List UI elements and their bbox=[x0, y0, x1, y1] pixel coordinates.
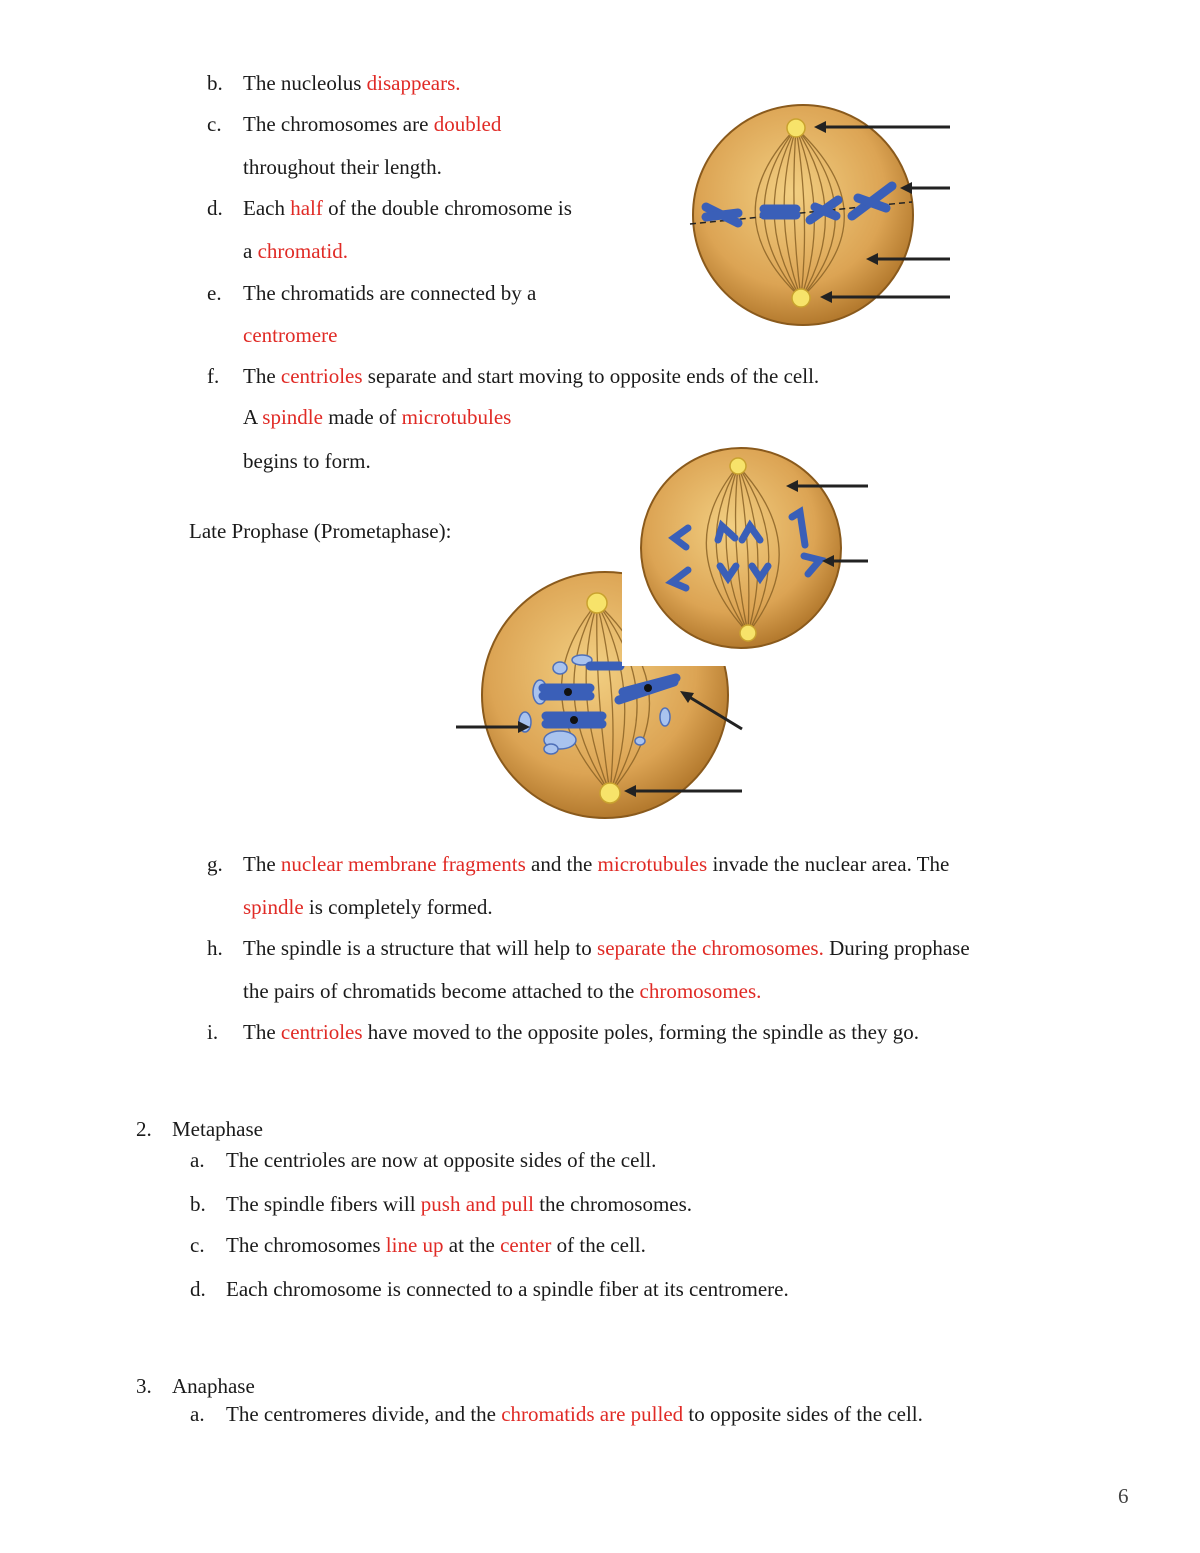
list-item-text bbox=[226, 1232, 646, 1258]
text-segment: the pairs of chromatids become attached to the bbox=[243, 979, 640, 1003]
text-segment: and the bbox=[525, 852, 598, 876]
list-item-text bbox=[226, 1401, 923, 1427]
late-prophase-heading: Late Prophase (Prometaphase): bbox=[189, 519, 452, 543]
highlighted-term: chromosomes. bbox=[639, 979, 762, 1003]
highlighted-term: microtubules bbox=[401, 405, 512, 429]
list-marker: d. bbox=[190, 1277, 206, 1301]
text-segment: The centromeres divide, and the bbox=[226, 1402, 502, 1426]
list-item-text bbox=[243, 280, 536, 306]
list-marker: b. bbox=[207, 71, 223, 95]
list-item-text bbox=[243, 978, 761, 1004]
text-segment: to opposite sides of the cell. bbox=[683, 1402, 923, 1426]
text-segment: A bbox=[243, 405, 263, 429]
text-segment: The spindle is a structure that will help to bbox=[243, 936, 598, 960]
list-item-text bbox=[243, 1019, 919, 1045]
list-item-text bbox=[243, 448, 371, 474]
text-segment: the chromosomes. bbox=[533, 1192, 693, 1216]
highlighted-term: nuclear membrane fragments bbox=[280, 852, 526, 876]
list-marker: b. bbox=[190, 1192, 206, 1216]
text-segment: made of bbox=[322, 405, 402, 429]
text-segment: of the cell. bbox=[551, 1233, 646, 1257]
text-segment: is completely formed. bbox=[303, 895, 493, 919]
highlighted-term: chromatid. bbox=[257, 239, 348, 263]
text-segment: The bbox=[243, 852, 281, 876]
list-item-text bbox=[226, 1147, 656, 1173]
early-prophase-cell-diagram bbox=[680, 100, 970, 335]
list-number: 3. bbox=[136, 1374, 152, 1398]
text-segment: at the bbox=[443, 1233, 501, 1257]
highlighted-term: centrioles bbox=[280, 1020, 363, 1044]
highlighted-term: doubled bbox=[433, 112, 502, 136]
highlighted-term: disappears. bbox=[366, 71, 461, 95]
list-item-text bbox=[243, 894, 493, 920]
list-marker: a. bbox=[190, 1148, 205, 1172]
text-segment: During prophase bbox=[823, 936, 970, 960]
list-item-text bbox=[243, 935, 970, 961]
list-marker: d. bbox=[207, 196, 223, 220]
text-segment: The bbox=[243, 364, 281, 388]
text-segment: begins to form. bbox=[243, 449, 371, 473]
text-segment: Each bbox=[243, 196, 291, 220]
list-marker: h. bbox=[207, 936, 223, 960]
text-segment: The chromosomes bbox=[226, 1233, 386, 1257]
text-segment: The nucleolus bbox=[243, 71, 367, 95]
text-segment: throughout their length. bbox=[243, 155, 442, 179]
text-segment: separate and start moving to opposite ends of the cell. bbox=[362, 364, 820, 388]
upper-cell bbox=[641, 448, 841, 648]
highlighted-term: line up bbox=[385, 1233, 444, 1257]
highlighted-term: half bbox=[290, 196, 323, 220]
list-marker: f. bbox=[207, 364, 220, 388]
text-segment: The bbox=[243, 1020, 281, 1044]
list-item-text bbox=[243, 238, 348, 264]
text-segment: The spindle fibers will bbox=[226, 1192, 421, 1216]
list-item-text bbox=[243, 851, 949, 877]
highlighted-term: spindle bbox=[243, 895, 304, 919]
list-item-text bbox=[243, 322, 337, 348]
page-number: 6 bbox=[1118, 1484, 1129, 1508]
highlighted-term: centrioles bbox=[280, 364, 363, 388]
list-marker: i. bbox=[207, 1020, 219, 1044]
late-prophase-cell-diagram bbox=[450, 440, 880, 830]
list-item-text bbox=[243, 404, 511, 430]
list-item-text bbox=[243, 70, 461, 96]
list-marker: a. bbox=[190, 1402, 205, 1426]
list-marker: c. bbox=[207, 112, 222, 136]
highlighted-term: chromatids are pulled bbox=[501, 1402, 684, 1426]
section-title: Anaphase bbox=[172, 1374, 255, 1398]
text-segment: The centrioles are now at opposite sides of the cell. bbox=[226, 1148, 657, 1172]
list-item-text bbox=[243, 154, 442, 180]
text-segment: have moved to the opposite poles, forming the spindle as they go. bbox=[362, 1020, 919, 1044]
list-item-text bbox=[226, 1191, 692, 1217]
list-item-text bbox=[243, 363, 819, 389]
section-title: Metaphase bbox=[172, 1117, 263, 1141]
highlighted-term: push and pull bbox=[420, 1192, 534, 1216]
text-segment: a bbox=[243, 239, 258, 263]
highlighted-term: spindle bbox=[262, 405, 323, 429]
text-segment: The chromosomes are bbox=[243, 112, 434, 136]
text-segment: The chromatids are connected by a bbox=[243, 281, 537, 305]
list-item-text bbox=[226, 1276, 789, 1302]
list-number: 2. bbox=[136, 1117, 152, 1141]
list-marker: g. bbox=[207, 852, 223, 876]
text-segment: invade the nuclear area. The bbox=[707, 852, 950, 876]
text-segment: of the double chromosome is bbox=[322, 196, 572, 220]
list-item-text bbox=[243, 111, 501, 137]
list-marker: e. bbox=[207, 281, 222, 305]
highlighted-term: microtubules bbox=[597, 852, 708, 876]
highlighted-term: centromere bbox=[243, 323, 338, 347]
list-item-text bbox=[243, 195, 572, 221]
highlighted-term: center bbox=[500, 1233, 552, 1257]
text-segment: Each chromosome is connected to a spindle fiber at its centromere. bbox=[226, 1277, 789, 1301]
highlighted-term: separate the chromosomes. bbox=[597, 936, 824, 960]
list-marker: c. bbox=[190, 1233, 205, 1257]
